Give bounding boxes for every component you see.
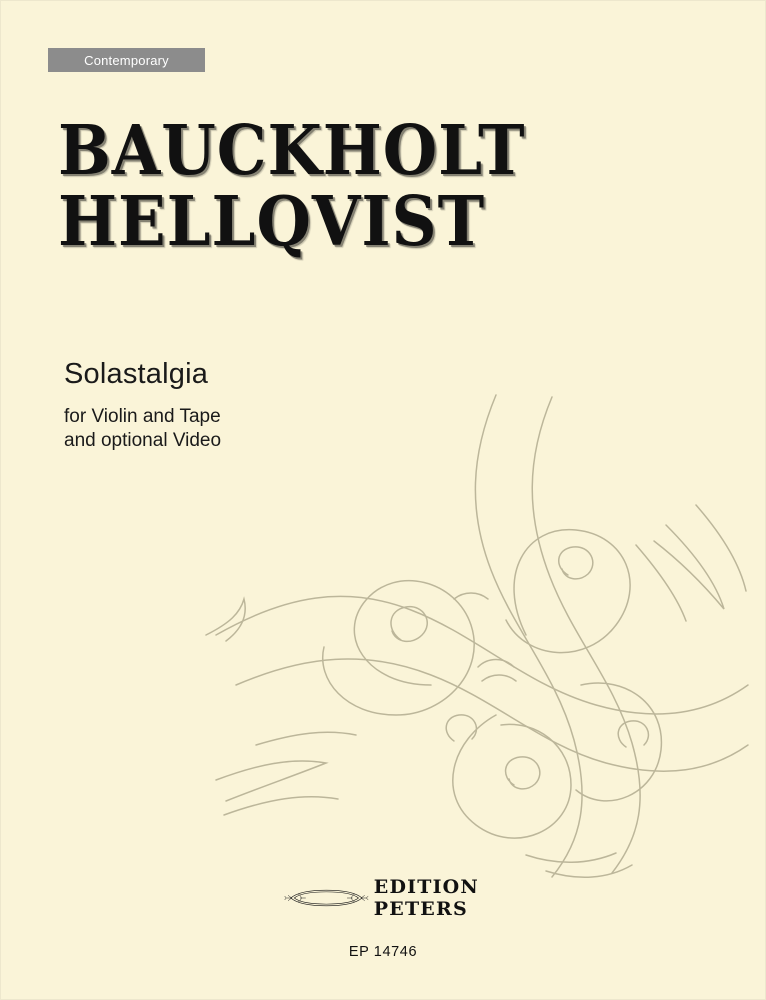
composer-names bbox=[58, 111, 658, 262]
edition-peters-logo bbox=[283, 876, 483, 920]
composer-name-primary: BAUCKHOLT bbox=[58, 111, 526, 191]
publisher-name: EDITION PETERS bbox=[373, 876, 479, 920]
series-banner bbox=[48, 48, 205, 72]
plate-number: EP 14746 bbox=[348, 944, 418, 960]
page-title: Solastalgia bbox=[64, 358, 209, 390]
instrumentation-line-1: for Violin and Tape bbox=[64, 406, 221, 427]
publisher-block bbox=[0, 876, 766, 960]
logo-frame-icon bbox=[283, 876, 370, 920]
composer-name-secondary: HELLQVIST bbox=[58, 181, 486, 262]
series-banner-label: Contemporary bbox=[84, 52, 169, 68]
floral-scroll-ornament bbox=[196, 385, 756, 885]
instrumentation-line-2: and optional Video bbox=[64, 430, 222, 452]
